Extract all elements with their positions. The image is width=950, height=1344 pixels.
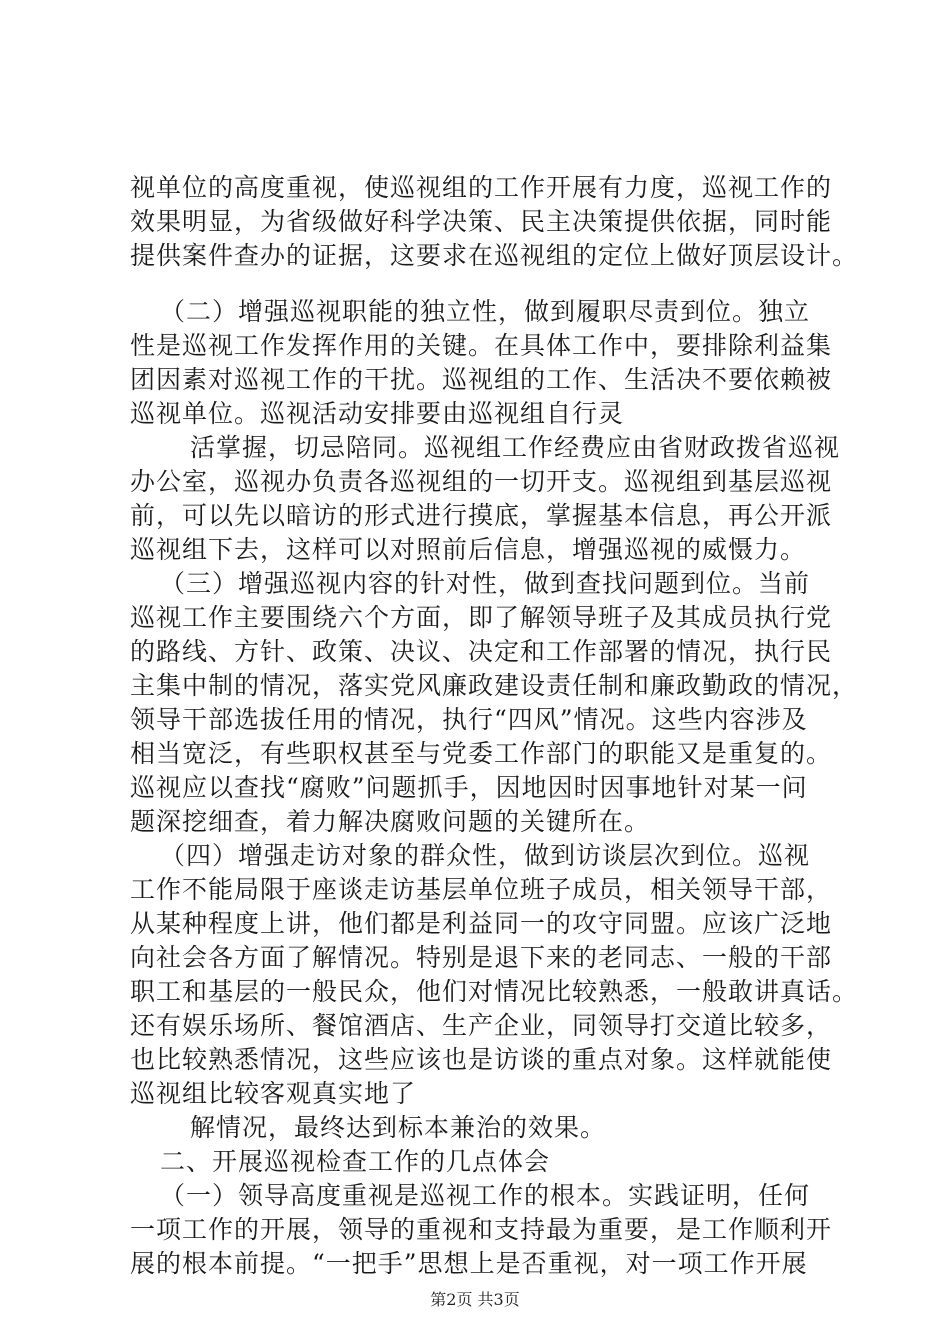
text-line: 题深挖细查，着力解决腐败问题的关键所在。 — [130, 807, 651, 836]
text-line: 相当宽泛，有些职权甚至与党委工作部门的职能又是重复的。 — [130, 739, 833, 768]
text-line: 巡视应以查找“腐败”问题抓手，因地因时因事地针对某一问 — [130, 773, 808, 802]
text-line: 工作不能局限于座谈走访基层单位班子成员，相关领导干部， — [130, 875, 833, 904]
page-footer: 第2页 共3页 — [430, 1290, 520, 1309]
text-line: 巡视组下去，这样可以对照前后信息，增强巡视的威慑力。 — [130, 535, 807, 564]
text-line: 的路线、方针、政策、决议、决定和工作部署的情况，执行民 — [130, 637, 833, 666]
text-line: 提供案件查办的证据，这要求在巡视组的定位上做好顶层设计。 — [130, 241, 859, 270]
text-line: 展的根本前提。“一把手”思想上是否重视，对一项工作开展 — [130, 1249, 808, 1278]
text-line: 活掌握，切忌陪同。巡视组工作经费应由省财政拨省巡视 — [190, 433, 841, 462]
text-line: 也比较熟悉情况，这些应该也是访谈的重点对象。这样就能使 — [130, 1045, 833, 1074]
text-line: （四）增强走访对象的群众性，做到访谈层次到位。巡视 — [160, 841, 811, 870]
text-line: （一）领导高度重视是巡视工作的根本。实践证明，任何 — [160, 1181, 811, 1210]
text-line: 职工和基层的一般民众，他们对情况比较熟悉，一般敢讲真话。 — [130, 977, 859, 1006]
text-line: 巡视组比较客观真实地了 — [130, 1079, 417, 1108]
text-line: 巡视单位。巡视活动安排要由巡视组自行灵 — [130, 399, 625, 428]
text-line: 巡视工作主要围绕六个方面，即了解领导班子及其成员执行党 — [130, 603, 833, 632]
text-line: 领导干部选拔任用的情况，执行“四风”情况。这些内容涉及 — [130, 705, 808, 734]
text-line: 性是巡视工作发挥作用的关键。在具体工作中，要排除利益集 — [130, 331, 833, 360]
text-line: 视单位的高度重视，使巡视组的工作开展有力度，巡视工作的 — [130, 173, 833, 202]
text-line: 效果明显，为省级做好科学决策、民主决策提供依据，同时能 — [130, 207, 833, 236]
text-line: 前，可以先以暗访的形式进行摸底，掌握基本信息，再公开派 — [130, 501, 833, 530]
text-line: 从某种程度上讲，他们都是利益同一的攻守同盟。应该广泛地 — [130, 909, 833, 938]
text-line: 向社会各方面了解情况。特别是退下来的老同志、一般的干部 — [130, 943, 833, 972]
text-line: 解情况，最终达到标本兼治的效果。 — [190, 1113, 607, 1142]
section-heading: 二、开展巡视检查工作的几点体会 — [160, 1147, 551, 1176]
text-line: 办公室，巡视办负责各巡视组的一切开支。巡视组到基层巡视 — [130, 467, 833, 496]
text-line: （二）增强巡视职能的独立性，做到履职尽责到位。独立 — [160, 297, 811, 326]
text-line: 主集中制的情况，落实党风廉政建设责任制和廉政勤政的情况， — [130, 671, 859, 700]
text-line: 还有娱乐场所、餐馆酒店、生产企业，同领导打交道比较多， — [130, 1011, 833, 1040]
text-line: 团因素对巡视工作的干扰。巡视组的工作、生活决不要依赖被 — [130, 365, 833, 394]
text-line: 一项工作的开展，领导的重视和支持最为重要，是工作顺利开 — [130, 1215, 833, 1244]
text-line: （三）增强巡视内容的针对性，做到查找问题到位。当前 — [160, 569, 811, 598]
